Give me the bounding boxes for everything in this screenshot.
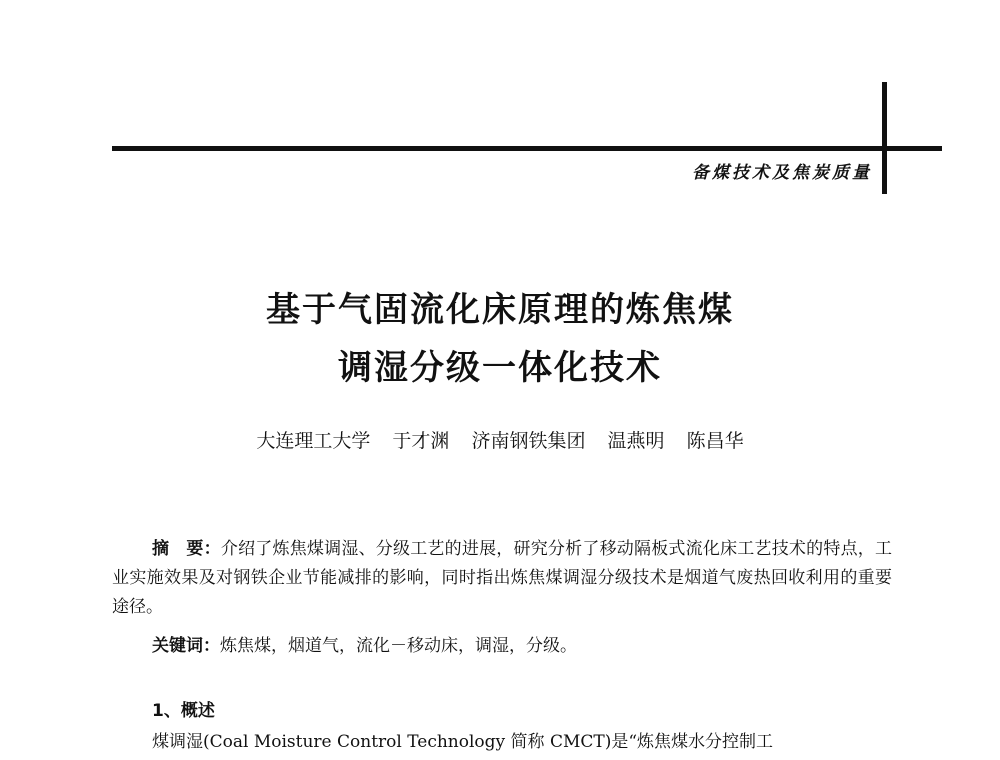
abstract-label: 摘 要：	[152, 539, 221, 559]
keywords-label: 关键词：	[152, 636, 220, 656]
abstract	[112, 535, 892, 622]
affiliation: 济南钢铁集团	[471, 430, 586, 452]
header-rule-horizontal	[112, 146, 942, 151]
author-name: 陈昌华	[686, 430, 744, 452]
article-title-line-2: 调湿分级一体化技术	[338, 348, 662, 388]
keywords-text: 炼焦煤，烟道气，流化－移动床，调湿，分级。	[220, 636, 577, 656]
abstract-text: 介绍了炼焦煤调湿、分级工艺的进展，研究分析了移动隔板式流化床工艺技术的特点，工业实施效果及对钢铁企业节能减排的影响，同时指出炼焦煤调湿分级技术是烟道气废热回收利用的重要途径。	[112, 539, 893, 617]
keywords	[152, 632, 892, 661]
section-heading: 1、概述	[152, 701, 215, 721]
section-body-text: 煤调湿(Coal Moisture Control Technology 简称 CMCT)是“炼焦煤水分控制工	[152, 732, 774, 752]
author-name: 温燕明	[607, 430, 665, 452]
author-name: 于才渊	[392, 430, 450, 452]
column-title: 备煤技术及焦炭质量	[692, 163, 872, 183]
author-line	[120, 426, 880, 453]
article-title-line-1: 基于气固流化床原理的炼焦煤	[266, 290, 734, 330]
header-rule-vertical	[882, 82, 887, 194]
affiliation: 大连理工大学	[256, 430, 371, 452]
